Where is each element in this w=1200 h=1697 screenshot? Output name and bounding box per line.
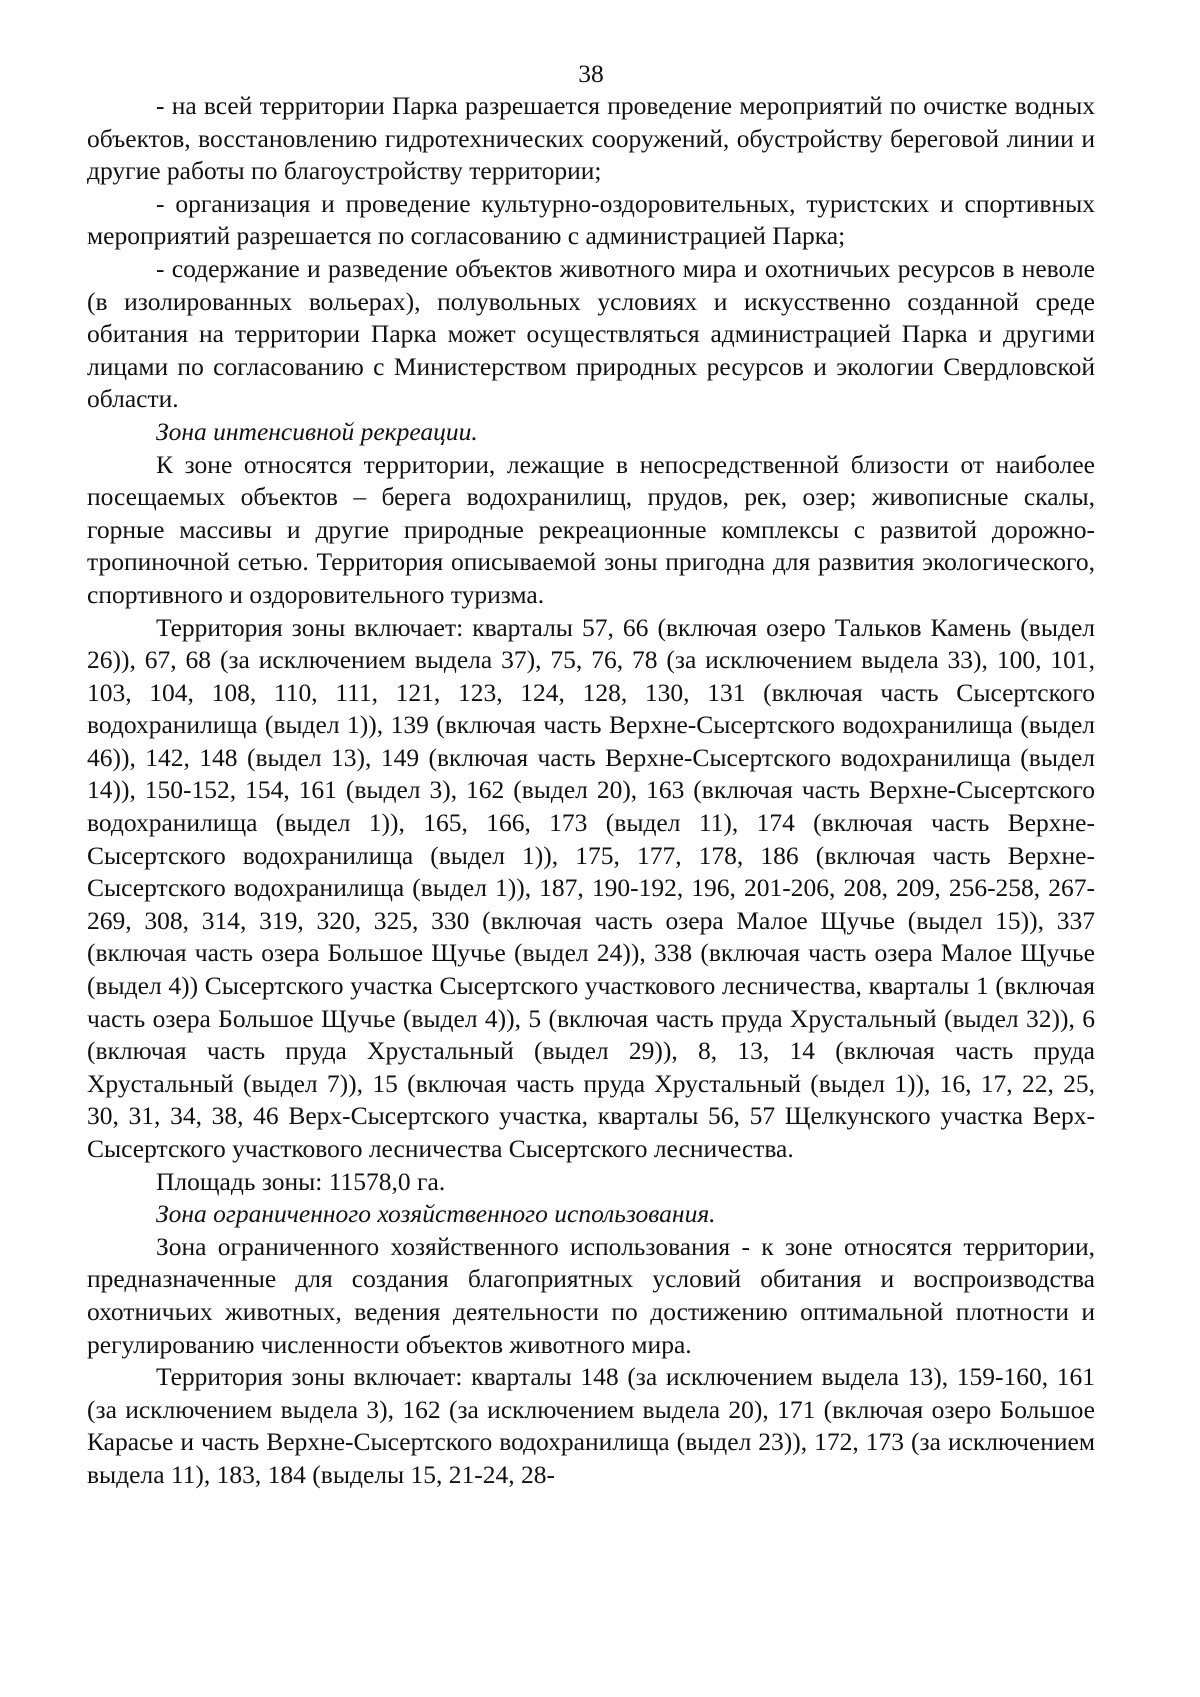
section-heading-limited-use: Зона ограниченного хозяйственного использования. (156, 1199, 716, 1229)
paragraph-rule-events: - организация и проведение культурно-оздоровительных, туристских и спортивных мероприятий разрешается по согласованию с администрацией Парка; (87, 188, 1095, 251)
paragraph-zone-area: Площадь зоны: 11578,0 га. (156, 1166, 446, 1196)
document-page (87, 58, 1095, 1492)
section-heading-intensive-recreation: Зона интенсивной рекреации. (156, 416, 478, 446)
paragraph-rule-cleaning: - на всей территории Парка разрешается проведение мероприятий по очистке водных объектов, восстановлению гидротехнических сооружений, обустройству береговой линии и другие работы по благоустройству территории; (87, 91, 1095, 186)
paragraph-rule-animals: - содержание и разведение объектов животного мира и охотничьих ресурсов в неволе (в изолированных вольерах), полувольных условиях и искусственно созданной среде обитания на территории Парка может осуществляться администрацией Парка и другими лицами по согласованию с Министерством природных ресурсов и экологии Свердловской области. (87, 253, 1095, 414)
page-number: 38 (578, 59, 604, 88)
document-body (87, 90, 1095, 1492)
paragraph-zone-territory: Территория зоны включает: кварталы 57, 66 (включая озеро Тальков Камень (выдел 26)), 67, 68 (за исключением выдела 37), 75, 76, 78 (за исключением выдела 33), 100, 101, 103, 104, 108, 110, 111, 121, 123, 124, 128, 130, 131 (включая часть Сысертского водохранилища (выдел 1)), 139 (включая часть Верхне-Сысертского водохранилища (выдел 46)), 142, 148 (выдел 13), 149 (включая часть Верхне-Сысертского водохранилища (выдел 14)), 150-152, 154, 161 (выдел 3), 162 (выдел 20), 163 (включая часть Верхне-Сысертского водохранилища (выдел 1)), 165, 166, 173 (выдел 11), 174 (включая часть Верхне-Сысертского водохранилища (выдел 1)), 175, 177, 178, 186 (включая часть Верхне-Сысертского водохранилища (выдел 1)), 187, 190-192, 196, 201-206, 208, 209, 256-258, 267-269, 308, 314, 319, 320, 325, 330 (включая часть озера Малое Щучье (выдел 15)), 337 (включая часть озера Большое Щучье (выдел 24)), 338 (включая часть озера Малое Щучье (выдел 4)) Сысертского участка Сысертского участкового лесничества, кварталы 1 (включая часть озера Большое Щучье (выдел 4)), 5 (включая часть пруда Хрустальный (выдел 32)), 6 (включая часть пруда Хрустальный (выдел 29)), 8, 13, 14 (включая часть пруда Хрустальный (выдел 7)), 15 (включая часть пруда Хрустальный (выдел 1)), 16, 17, 22, 25, 30, 31, 34, 38, 46 Верх-Сысертского участка, кварталы 56, 57 Щелкунского участка Верх-Сысертского участкового лесничества Сысертского лесничества. (87, 612, 1095, 1163)
paragraph-zone-description: К зоне относятся территории, лежащие в непосредственной близости от наиболее посещаемых объектов – берега водохранилищ, прудов, рек, озер; живописные скалы, горные массивы и другие природные рекреационные комплексы с развитой дорожно-тропиночной сетью. Территория описываемой зоны пригодна для развития экологического, спортивного и оздоровительного туризма. (87, 449, 1095, 609)
paragraph-limited-use-description: Зона ограниченного хозяйственного использования - к зоне относятся территории, предназначенные для создания благоприятных условий обитания и воспроизводства охотничьих животных, ведения деятельности по достижению оптимальной плотности и регулированию численности объектов животного мира. (87, 1231, 1095, 1359)
paragraph-limited-use-territory: Территория зоны включает: кварталы 148 (за исключением выдела 13), 159-160, 161 (за исключением выдела 3), 162 (за исключением выдела 20), 171 (включая озеро Большое Карасье и часть Верхне-Сысертского водохранилища (выдел 23)), 172, 173 (за исключением выдела 11), 183, 184 (выделы 15, 21-24, 28- (87, 1362, 1095, 1489)
